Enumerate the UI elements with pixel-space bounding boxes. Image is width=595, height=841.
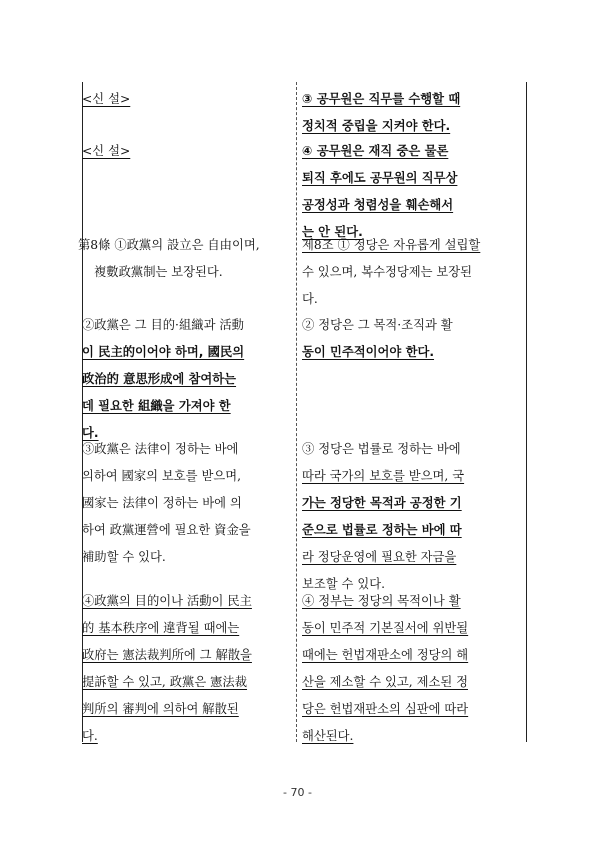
article8-para3-right — [302, 436, 524, 598]
row5-right-line: 준으로 법률로 정하는 바에 따 — [302, 523, 462, 537]
row2-right-line: 공정성과 청렴성을 훼손해서 — [302, 198, 454, 212]
row3-left-line: 複數政黨制는 보장된다. — [94, 265, 223, 279]
article8-para4-left — [82, 588, 294, 750]
row2-right-line: ④ 공무원은 재직 중은 물론 — [302, 144, 449, 158]
row6-left-line: 政府는 憲法裁判所에 그 解散을 — [82, 648, 252, 662]
row4-left-line: 政治的 意思形成에 참여하는 — [82, 372, 237, 386]
row5-right-line: 따라 국가의 보호를 받으며, 국 — [302, 469, 465, 483]
row2-right-line: 는 안 된다. — [302, 225, 363, 239]
row6-left-line: 的 基本秩序에 違背될 때에는 — [82, 621, 240, 635]
row1-left-cell — [82, 86, 294, 113]
row5-right-line: ③ 정당은 법률로 정하는 바에 — [302, 442, 461, 456]
row2-right-cell — [302, 138, 524, 246]
row1-left-line: <신 설> — [82, 92, 131, 106]
row4-left-line: 다. — [82, 426, 99, 440]
row4-left-line: 데 필요한 組織을 가져야 한 — [82, 399, 231, 413]
right-border-rule — [526, 82, 527, 742]
row6-left-line: 提訴할 수 있고, 政黨은 憲法裁 — [82, 675, 248, 689]
row4-right-line: 동이 민주적이어야 한다. — [302, 345, 435, 359]
row2-left-line: <신 설> — [82, 144, 131, 158]
row6-right-line: ④ 정부는 정당의 목적이나 활 — [302, 594, 461, 608]
row1-right-cell — [302, 86, 524, 140]
row4-right-line: ② 정당은 그 목적·조직과 활 — [302, 318, 453, 332]
row4-left-line: 이 民主的이어야 하며, 國民의 — [82, 345, 245, 359]
article8-para1-left — [78, 232, 296, 286]
row6-right-line: 때에는 헌법재판소에 정당의 해 — [302, 648, 469, 662]
row3-right-line: 수 있으며, 복수정당제는 보장된 — [302, 265, 473, 279]
row6-left-line: 判所의 審判에 의하여 解散된 — [82, 702, 239, 716]
column-divider — [296, 82, 297, 742]
row5-left-line: ③政黨은 法律이 정하는 바에 — [82, 442, 239, 456]
row5-right-line: 가는 정당한 목적과 공정한 기 — [302, 496, 462, 510]
row6-right-line: 해산된다. — [302, 729, 354, 743]
row2-left-cell — [82, 138, 294, 165]
row3-left-line: 第8條 ①政黨의 設立은 自由이며, — [78, 238, 260, 252]
article8-para2-left — [82, 312, 294, 447]
row6-left-line: 다. — [82, 729, 98, 743]
row5-left-line: 의하여 國家의 보호를 받으며, — [82, 469, 242, 483]
article8-para1-right — [302, 232, 524, 313]
row5-left-line: 補助할 수 있다. — [82, 550, 166, 564]
page-number: - 70 - — [283, 786, 312, 799]
row5-right-line: 라 정당운영에 필요한 자금을 — [302, 550, 457, 564]
article8-para4-right — [302, 588, 524, 750]
row6-right-line: 동이 민주적 기본질서에 위반될 — [302, 621, 469, 635]
row6-right-line: 당은 헌법재판소의 심판에 따라 — [302, 702, 469, 716]
row5-left-line: 하여 政黨運營에 필요한 資金을 — [82, 523, 251, 537]
row2-right-line: 퇴직 후에도 공무원의 직무상 — [302, 171, 458, 185]
row1-right-line: 정치적 중립을 지켜야 한다. — [302, 119, 451, 133]
row6-right-line: 산을 제소할 수 있고, 제소된 정 — [302, 675, 468, 689]
row3-right-line: 제8조 ① 정당은 자유롭게 설립할 — [302, 238, 481, 252]
row4-left-line: ②政黨은 그 目的·組織과 活動 — [82, 318, 244, 332]
row5-right-line: 보조할 수 있다. — [302, 577, 385, 591]
article8-para3-left — [82, 436, 294, 571]
row5-left-line: 國家는 法律이 정하는 바에 의 — [82, 496, 242, 510]
row3-right-line: 다. — [302, 292, 318, 306]
row1-right-line: ③ 공무원은 직무를 수행할 때 — [302, 92, 461, 106]
row6-left-line: ④政黨의 目的이나 活動이 民主 — [82, 594, 252, 608]
article8-para2-right — [302, 312, 524, 366]
